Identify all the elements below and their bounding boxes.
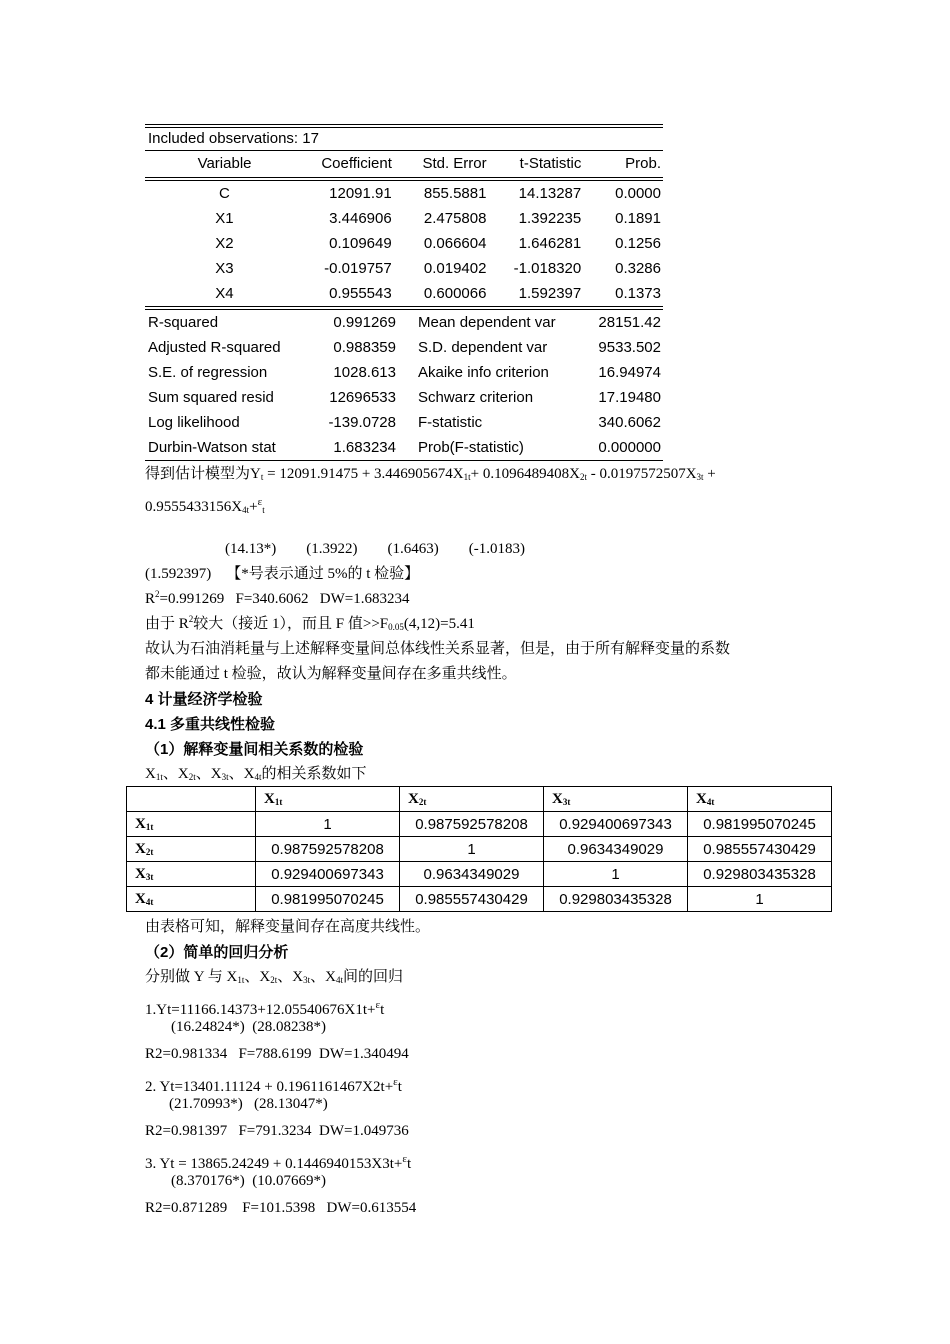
tstat-value: 14.13287 — [518, 185, 582, 202]
stderr-value: 0.600066 — [423, 285, 487, 302]
correlation-intro: $X_{1t}$、$X_{2t}$、$X_{3t}$、$X_{4t}$的相关系数如下 — [145, 766, 367, 782]
tstat-value: -1.018320 — [513, 260, 582, 277]
stat-label: Akaike info criterion — [418, 364, 549, 381]
conclusion-line-2: 都未能通过 t 检验，故认为解释变量间存在多重共线性。 — [145, 666, 517, 682]
regression-output-table — [145, 124, 663, 461]
corr-cell: 0.929803435328 — [544, 887, 688, 912]
stat-value: 1.683234 — [333, 439, 396, 456]
stat-row — [145, 410, 663, 435]
stat-label: Schwarz criterion — [418, 389, 534, 406]
corr-cell: 1 — [256, 812, 400, 837]
r2-f-dw-line: $R^2=0.991269$ F=340.6062 DW=1.683234 — [145, 589, 410, 607]
stat-row — [145, 310, 663, 335]
stderr-value: 0.066604 — [423, 235, 487, 252]
correlation-row — [127, 887, 832, 912]
correlation-table — [126, 786, 832, 912]
col-header: $X_{4t}$ — [688, 787, 832, 812]
regression-1-stats: R2=0.981334 F=788.6199 DW=1.340494 — [145, 1046, 409, 1062]
regression-3-stats: R2=0.871289 F=101.5398 DW=0.613554 — [145, 1200, 417, 1216]
stat-value: 17.19480 — [598, 389, 661, 406]
conclusion-line-1: 故认为石油消耗量与上述解释变量间总体线性关系显著，但是，由于所有解释变量的系数 — [145, 641, 731, 657]
stat-value: -139.0728 — [328, 414, 396, 431]
var-name: X4 — [215, 285, 234, 302]
subsubsection-heading: （2）简单的回归分析 — [145, 944, 289, 961]
model-line-1: 得到估计模型为$Y_t = 12091.91475 + 3.446905674X_{1t}+ 0.1096489408X_{2t} - 0.0197572507X_{3t}$ + — [145, 466, 716, 482]
correlation-row — [127, 837, 832, 862]
row-header: $X_{4t}$ — [127, 887, 256, 912]
stat-value: 16.94974 — [598, 364, 661, 381]
regression-1-tstats: (16.24824*) (28.08238*) — [171, 1019, 326, 1035]
row-header: $X_{2t}$ — [127, 837, 256, 862]
coef-row — [145, 181, 663, 206]
col-header: $X_{1t}$ — [256, 787, 400, 812]
var-name: C — [219, 185, 230, 202]
corr-cell: 0.929400697343 — [256, 862, 400, 887]
regression-3-tstats: (8.370176*) (10.07669*) — [171, 1173, 326, 1189]
f-critical-line: 由于 $R^2$较大（接近 1），而且 F 值$>>F_{0.05}(4,12)=5.41$ — [145, 614, 475, 632]
epsilon-symbol: ε — [393, 1076, 398, 1088]
regression-2-equation: 2. Yt=13401.11124 + 0.1961161467X2t+$^\varepsilon$t — [145, 1076, 402, 1095]
stat-label: Log likelihood — [148, 414, 240, 431]
prob-value: 0.1256 — [615, 235, 661, 252]
correlation-header-row — [127, 787, 832, 812]
stat-label: F-statistic — [418, 414, 483, 431]
correlation-row — [127, 862, 832, 887]
coef-row — [145, 231, 663, 256]
rule — [145, 460, 663, 461]
coef-value: -0.019757 — [324, 260, 392, 277]
prob-value: 0.3286 — [615, 260, 661, 277]
corr-cell: 0.985557430429 — [400, 887, 544, 912]
corner-cell — [127, 787, 256, 812]
prob-value: 0.1891 — [615, 210, 661, 227]
coef-value: 3.446906 — [329, 210, 392, 227]
tstat-value: 1.592397 — [518, 285, 582, 302]
coef-rows — [145, 181, 663, 306]
prob-value: 0.1373 — [615, 285, 661, 302]
row-header: $X_{3t}$ — [127, 862, 256, 887]
epsilon-symbol: ε — [402, 1153, 407, 1165]
stderr-value: 855.5881 — [423, 185, 487, 202]
corr-cell: 0.929803435328 — [688, 862, 832, 887]
simple-regression-intro: 分别做 Y 与 $X_{1t}$、$X_{2t}$、$X_{3t}$、$X_{4t}$间的回归 — [145, 969, 404, 985]
epsilon-symbol: ε — [257, 496, 263, 508]
stat-value: 9533.502 — [598, 339, 661, 356]
corr-cell: 0.987592578208 — [400, 812, 544, 837]
coef-value: 0.955543 — [329, 285, 392, 302]
stat-label: Prob(F-statistic) — [418, 439, 524, 456]
corr-cell: 0.981995070245 — [256, 887, 400, 912]
coef-row — [145, 281, 663, 306]
stat-value: 12696533 — [329, 389, 396, 406]
stat-row — [145, 335, 663, 360]
regression-1-equation: 1.Yt=11166.14373+12.05540676X1t+$^\varepsilon$t — [145, 999, 385, 1018]
corr-cell: 0.9634349029 — [400, 862, 544, 887]
coef-header — [145, 151, 663, 177]
model-line-2: $0.9555433156X_{4t}+^\varepsilon_t$ — [145, 496, 265, 515]
regression-3-equation: 3. Yt = 13865.24249 + 0.1446940153X3t+$^\varepsilon$t — [145, 1153, 412, 1172]
regression-2-tstats: (21.70993*) (28.13047*) — [169, 1096, 328, 1112]
corr-cell: 0.929400697343 — [544, 812, 688, 837]
corr-cell: 0.981995070245 — [688, 812, 832, 837]
subsubsection-heading: （1）解释变量间相关系数的检验 — [145, 741, 364, 758]
coef-value: 0.109649 — [329, 235, 392, 252]
stat-label: R-squared — [148, 314, 219, 331]
coef-row — [145, 256, 663, 281]
header-variable: Variable — [197, 155, 252, 172]
table-conclusion: 由表格可知，解释变量间存在高度共线性。 — [145, 919, 431, 935]
corr-cell: 0.987592578208 — [256, 837, 400, 862]
stat-label: Durbin-Watson stat — [148, 439, 276, 456]
stderr-value: 0.019402 — [423, 260, 487, 277]
stderr-value: 2.475808 — [423, 210, 487, 227]
header-std-error: Std. Error — [422, 155, 487, 172]
model-block — [145, 462, 825, 787]
header-t-statistic: t-Statistic — [519, 155, 582, 172]
stat-value: 28151.42 — [598, 314, 661, 331]
var-name: X3 — [215, 260, 234, 277]
coef-value: 12091.91 — [329, 185, 392, 202]
stat-label: Adjusted R-squared — [148, 339, 281, 356]
epsilon-symbol: ε — [375, 999, 381, 1011]
stat-value: 0.988359 — [333, 339, 396, 356]
stat-label: Sum squared resid — [148, 389, 274, 406]
corr-cell: 1 — [688, 887, 832, 912]
corr-cell: 0.985557430429 — [688, 837, 832, 862]
stat-label: S.D. dependent var — [418, 339, 548, 356]
simple-regression-block — [145, 915, 825, 1221]
observations-line: Included observations: 17 — [148, 130, 319, 147]
subsection-heading: 4.1 多重共线性检验 — [145, 716, 276, 733]
var-name: X2 — [215, 235, 234, 252]
tstat-value: 1.392235 — [518, 210, 582, 227]
row-header: $X_{1t}$ — [127, 812, 256, 837]
corr-cell: 1 — [544, 862, 688, 887]
stat-label: S.E. of regression — [148, 364, 268, 381]
col-header: $X_{2t}$ — [400, 787, 544, 812]
stat-row — [145, 385, 663, 410]
correlation-row — [127, 812, 832, 837]
tstat-value: 1.646281 — [518, 235, 582, 252]
stat-label: Mean dependent var — [418, 314, 556, 331]
stat-value: 0.000000 — [598, 439, 661, 456]
t-stats-line: (14.13*) (1.3922) (1.6463) (-1.0183) — [225, 541, 525, 557]
section-heading: 4 计量经济学检验 — [145, 691, 263, 708]
stat-value: 0.991269 — [333, 314, 396, 331]
prob-value: 0.0000 — [615, 185, 661, 202]
t-stats-line-2: (1.592397) 【*号表示通过 5%的 t 检验】 — [145, 566, 420, 582]
corr-cell: 1 — [400, 837, 544, 862]
corr-cell: 0.9634349029 — [544, 837, 688, 862]
var-name: X1 — [215, 210, 234, 227]
col-header: $X_{3t}$ — [544, 787, 688, 812]
header-coefficient: Coefficient — [321, 155, 392, 172]
coef-row — [145, 206, 663, 231]
summary-stats — [145, 310, 663, 460]
stat-row — [145, 360, 663, 385]
regression-2-stats: R2=0.981397 F=791.3234 DW=1.049736 — [145, 1123, 409, 1139]
stat-value: 340.6062 — [598, 414, 661, 431]
header-prob: Prob. — [625, 155, 661, 172]
stat-row — [145, 435, 663, 460]
stat-value: 1028.613 — [333, 364, 396, 381]
